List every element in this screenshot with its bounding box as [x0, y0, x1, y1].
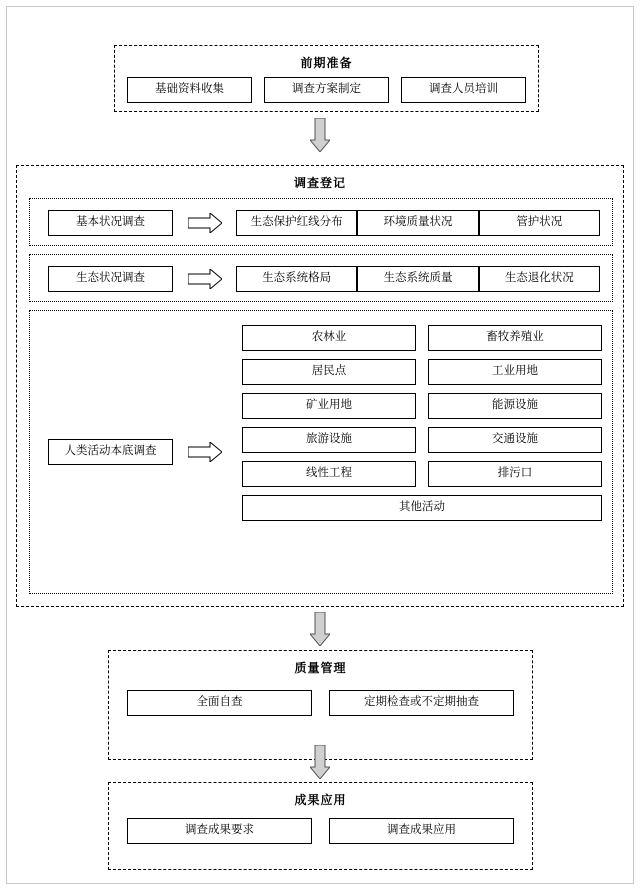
human-activity-grid [242, 325, 602, 529]
human-item-sewage-outlet[interactable]: 排污口 [428, 461, 602, 487]
section-results-title: 成果应用 [294, 793, 347, 807]
human-activity-row [242, 325, 602, 351]
subsection-eco-status [29, 254, 613, 302]
results-box-application[interactable]: 调查成果应用 [329, 818, 514, 844]
human-item-livestock-aquaculture[interactable]: 畜牧养殖业 [428, 325, 602, 351]
arrow-right-icon [188, 269, 222, 289]
arrow-down-icon [310, 745, 330, 779]
results-box-requirements[interactable]: 调查成果要求 [127, 818, 312, 844]
quality-box-periodic-inspection[interactable]: 定期检查或不定期抽查 [329, 690, 514, 716]
arrow-down-icon [310, 118, 330, 152]
eco-item-ecosystem-quality[interactable]: 生态系统质量 [357, 266, 478, 292]
section-registration-title: 调查登记 [293, 176, 346, 190]
section-results-application [108, 782, 533, 870]
results-box-row [109, 818, 532, 844]
human-item-tourism-facility[interactable]: 旅游设施 [242, 427, 416, 453]
group-label-basic-status[interactable]: 基本状况调查 [48, 210, 173, 236]
basic-item-redline-distribution[interactable]: 生态保护红线分布 [236, 210, 357, 236]
human-item-mining-land[interactable]: 矿业用地 [242, 393, 416, 419]
basic-item-environment-quality[interactable]: 环境质量状况 [357, 210, 478, 236]
prep-box-data-collection[interactable]: 基础资料收集 [127, 77, 252, 103]
arrow-down-icon [310, 612, 330, 646]
human-item-industrial-land[interactable]: 工业用地 [428, 359, 602, 385]
human-item-energy-facility[interactable]: 能源设施 [428, 393, 602, 419]
eco-item-ecosystem-pattern[interactable]: 生态系统格局 [236, 266, 357, 292]
prep-box-plan-formulation[interactable]: 调查方案制定 [264, 77, 389, 103]
human-activity-row [242, 461, 602, 487]
quality-box-row [109, 690, 532, 716]
subsection-human-activity [29, 310, 613, 594]
human-activity-row [242, 427, 602, 453]
eco-item-ecosystem-degradation[interactable]: 生态退化状况 [479, 266, 600, 292]
section-registration [16, 165, 624, 607]
human-activity-row [242, 393, 602, 419]
human-activity-row [242, 495, 602, 521]
section-quality-title: 质量管理 [294, 661, 347, 675]
prep-box-staff-training[interactable]: 调查人员培训 [401, 77, 526, 103]
eco-status-items [236, 266, 600, 292]
human-activity-row [242, 359, 602, 385]
human-item-linear-engineering[interactable]: 线性工程 [242, 461, 416, 487]
human-item-other-activities[interactable]: 其他活动 [242, 495, 602, 521]
basic-item-management-status[interactable]: 管护状况 [479, 210, 600, 236]
section-quality-management [108, 650, 533, 760]
human-item-agriculture-forestry[interactable]: 农林业 [242, 325, 416, 351]
group-label-eco-status[interactable]: 生态状况调查 [48, 266, 173, 292]
section-preparation [114, 45, 539, 112]
section-preparation-title: 前期准备 [300, 56, 353, 70]
human-item-transport-facility[interactable]: 交通设施 [428, 427, 602, 453]
preparation-box-row [115, 77, 538, 103]
subsection-basic-status [29, 198, 613, 246]
basic-status-items [236, 210, 600, 236]
arrow-right-icon [188, 213, 222, 233]
arrow-right-icon [188, 442, 222, 462]
quality-box-self-inspection[interactable]: 全面自查 [127, 690, 312, 716]
human-item-settlement[interactable]: 居民点 [242, 359, 416, 385]
group-label-human-activity[interactable]: 人类活动本底调查 [48, 439, 173, 465]
